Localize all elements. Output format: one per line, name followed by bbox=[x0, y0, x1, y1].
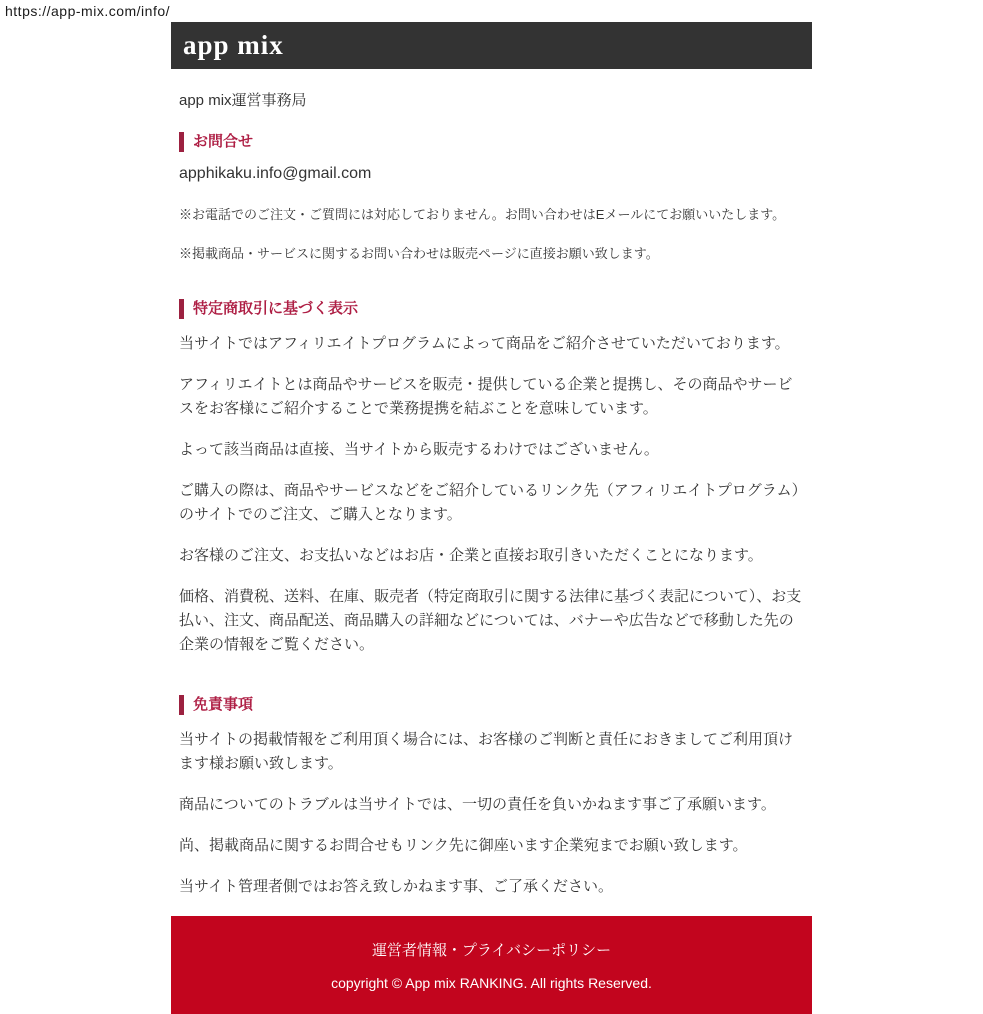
operator-name: app mix運営事務局 bbox=[179, 92, 307, 109]
site-header bbox=[171, 22, 812, 69]
paragraph: よって該当商品は直接、当サイトから販売するわけではございません。 bbox=[179, 441, 659, 458]
page-content bbox=[171, 69, 812, 916]
section-heading-contact: お問合せ bbox=[179, 132, 804, 152]
paragraph: 当サイトの掲載情報をご利用頂く場合には、お客様のご判断と責任におきましてご利用頂けます様お願い致します。 bbox=[179, 731, 793, 772]
site-title[interactable]: app mix bbox=[183, 30, 284, 60]
site-footer bbox=[171, 916, 812, 1014]
footer-copyright: copyright © App mix RANKING. All rights Reserved. bbox=[331, 975, 652, 991]
contact-note: ※掲載商品・サービスに関するお問い合わせは販売ページに直接お願い致します。 bbox=[179, 246, 659, 261]
section-heading-commerce-law: 特定商取引に基づく表示 bbox=[179, 299, 804, 319]
paragraph: 価格、消費税、送料、在庫、販売者（特定商取引に関する法律に基づく表記について）、お支払い、注文、商品配送、商品購入の詳細などについては、バナーや広告などで移動した先の企業の情報をご覧ください。 bbox=[179, 588, 802, 653]
paragraph: 尚、掲載商品に関するお問合せもリンク先に御座います企業宛までお願い致します。 bbox=[179, 837, 748, 854]
paragraph: 当サイト管理者側ではお答え致しかねます事、ご了承ください。 bbox=[179, 878, 613, 895]
page-url-text: https://app-mix.com/info/ bbox=[5, 3, 171, 19]
paragraph: 商品についてのトラブルは当サイトでは、一切の責任を負いかねます事ご了承願います。 bbox=[179, 796, 776, 813]
footer-privacy-policy-link[interactable]: 運営者情報・プライバシーポリシー bbox=[371, 942, 612, 959]
section-heading-disclaimer: 免責事項 bbox=[179, 695, 804, 715]
page-container bbox=[171, 22, 812, 1013]
contact-note: ※お電話でのご注文・ご質問には対応しておりません。お問い合わせはEメールにてお願いいたします。 bbox=[179, 207, 786, 222]
paragraph: お客様のご注文、お支払いなどはお店・企業と直接お取引きいただくことになります。 bbox=[179, 547, 763, 564]
paragraph: 当サイトではアフィリエイトプログラムによって商品をご紹介させていただいております。 bbox=[179, 335, 790, 352]
paragraph: ご購入の際は、商品やサービスなどをご紹介しているリンク先（アフィリエイトプログラム）のサイトでのご注文、ご購入となります。 bbox=[179, 482, 800, 523]
contact-email: apphikaku.info@gmail.com bbox=[179, 165, 372, 182]
paragraph: アフィリエイトとは商品やサービスを販売・提供している企業と提携し、その商品やサービスをお客様にご紹介することで業務提携を結ぶことを意味しています。 bbox=[179, 376, 793, 417]
